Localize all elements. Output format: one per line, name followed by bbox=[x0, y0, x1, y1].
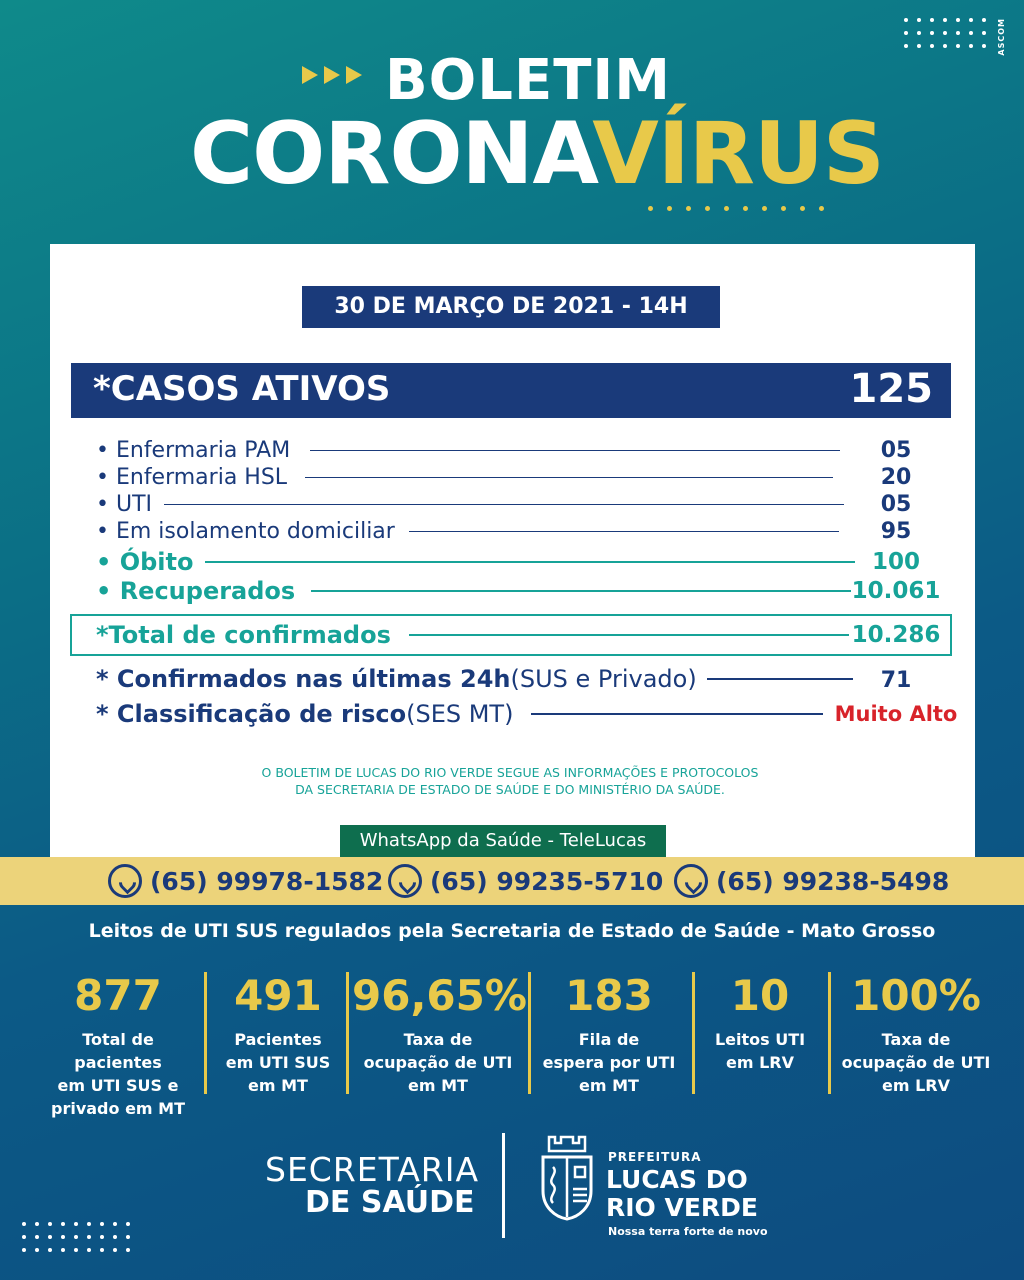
row-recuperados: • Recuperados bbox=[96, 577, 851, 605]
active-cases-label: *CASOS ATIVOS bbox=[93, 369, 391, 409]
value-classificacao-risco: Muito Alto bbox=[834, 702, 958, 726]
decor-dots-title bbox=[648, 206, 824, 211]
value-enfermaria-pam: 05 bbox=[880, 438, 912, 463]
row-confirmados-24h: * Confirmados nas últimas 24h (SUS e Privado) bbox=[96, 665, 853, 693]
value-recuperados: 10.061 bbox=[851, 578, 941, 604]
whatsapp-icon bbox=[674, 864, 708, 898]
whatsapp-icon bbox=[388, 864, 422, 898]
protocol-note: O BOLETIM DE LUCAS DO RIO VERDE SEGUE AS INFORMAÇÕES E PROTOCOLOS DA SECRETARIA DE ESTADO DE SAÚDE E DO MINISTÉRIO DA SAÚDE. bbox=[261, 765, 759, 797]
stat-divider bbox=[828, 972, 831, 1094]
leitos-title: Leitos de UTI SUS regulados pela Secretaria de Estado de Saúde - Mato Grosso bbox=[88, 920, 936, 942]
row-total-confirmados: *Total de confirmados bbox=[96, 621, 849, 649]
secretaria-label: SECRETARIA bbox=[265, 1150, 480, 1189]
phone-3[interactable]: (65) 99238-5498 bbox=[674, 864, 949, 898]
value-obito: 100 bbox=[871, 549, 920, 575]
phone-1[interactable]: (65) 99978-1582 bbox=[108, 864, 383, 898]
decor-dots-top-right bbox=[904, 18, 986, 48]
title-coronavirus: CORONAVÍRUS bbox=[190, 104, 884, 204]
stat-divider bbox=[346, 972, 349, 1094]
stat-divider bbox=[204, 972, 207, 1094]
phone-2[interactable]: (65) 99235-5710 bbox=[388, 864, 663, 898]
ascom-credit: ASCOM bbox=[997, 18, 1006, 56]
lucas-do-rio-verde-label: LUCAS DO RIO VERDE bbox=[606, 1165, 759, 1222]
footer-divider bbox=[502, 1133, 505, 1238]
value-enfermaria-hsl: 20 bbox=[880, 465, 912, 490]
bulletin-date: 30 DE MARÇO DE 2021 - 14H bbox=[302, 286, 720, 328]
stat-taxa-ocupacao-lrv: 100% Taxa de ocupação de UTI em LRV bbox=[841, 971, 991, 1095]
decor-dots-bottom-left bbox=[22, 1222, 130, 1252]
stat-divider bbox=[528, 972, 531, 1094]
stat-total-pacientes: 877 Total de pacientes em UTI SUS e privado em MT bbox=[51, 971, 185, 1118]
row-enfermaria-hsl: • Enfermaria HSL bbox=[96, 465, 833, 490]
stat-divider bbox=[692, 972, 695, 1094]
prefeitura-label: PREFEITURA bbox=[608, 1150, 702, 1164]
value-uti: 05 bbox=[880, 492, 912, 517]
value-confirmados-24h: 71 bbox=[880, 668, 912, 693]
stat-taxa-ocupacao-mt: 96,65% Taxa de ocupação de UTI em MT bbox=[352, 971, 527, 1095]
stat-fila-espera: 183 Fila de espera por UTI em MT bbox=[542, 971, 676, 1095]
whatsapp-title: WhatsApp da Saúde - TeleLucas bbox=[340, 825, 666, 857]
stat-pacientes-uti-sus: 491 Pacientes em UTI SUS em MT bbox=[225, 971, 331, 1095]
title-boletim: BOLETIM bbox=[385, 48, 671, 113]
city-crest-icon bbox=[537, 1133, 597, 1221]
value-total-confirmados: 10.286 bbox=[851, 622, 941, 648]
row-uti: • UTI bbox=[96, 492, 844, 517]
active-cases-bar bbox=[71, 363, 951, 418]
row-obito: • Óbito bbox=[96, 548, 855, 576]
active-cases-value: 125 bbox=[849, 366, 933, 412]
row-isolamento: • Em isolamento domiciliar bbox=[96, 519, 839, 544]
row-classificacao-risco: * Classificação de risco (SES MT) bbox=[96, 700, 823, 728]
row-enfermaria-pam: • Enfermaria PAM bbox=[96, 438, 840, 463]
stat-leitos-lrv: 10 Leitos UTI em LRV bbox=[714, 971, 806, 1072]
slogan: Nossa terra forte de novo bbox=[608, 1225, 768, 1238]
de-saude-label: DE SAÚDE bbox=[305, 1185, 475, 1220]
arrows-icon bbox=[302, 66, 362, 84]
whatsapp-icon bbox=[108, 864, 142, 898]
value-isolamento: 95 bbox=[880, 519, 912, 544]
